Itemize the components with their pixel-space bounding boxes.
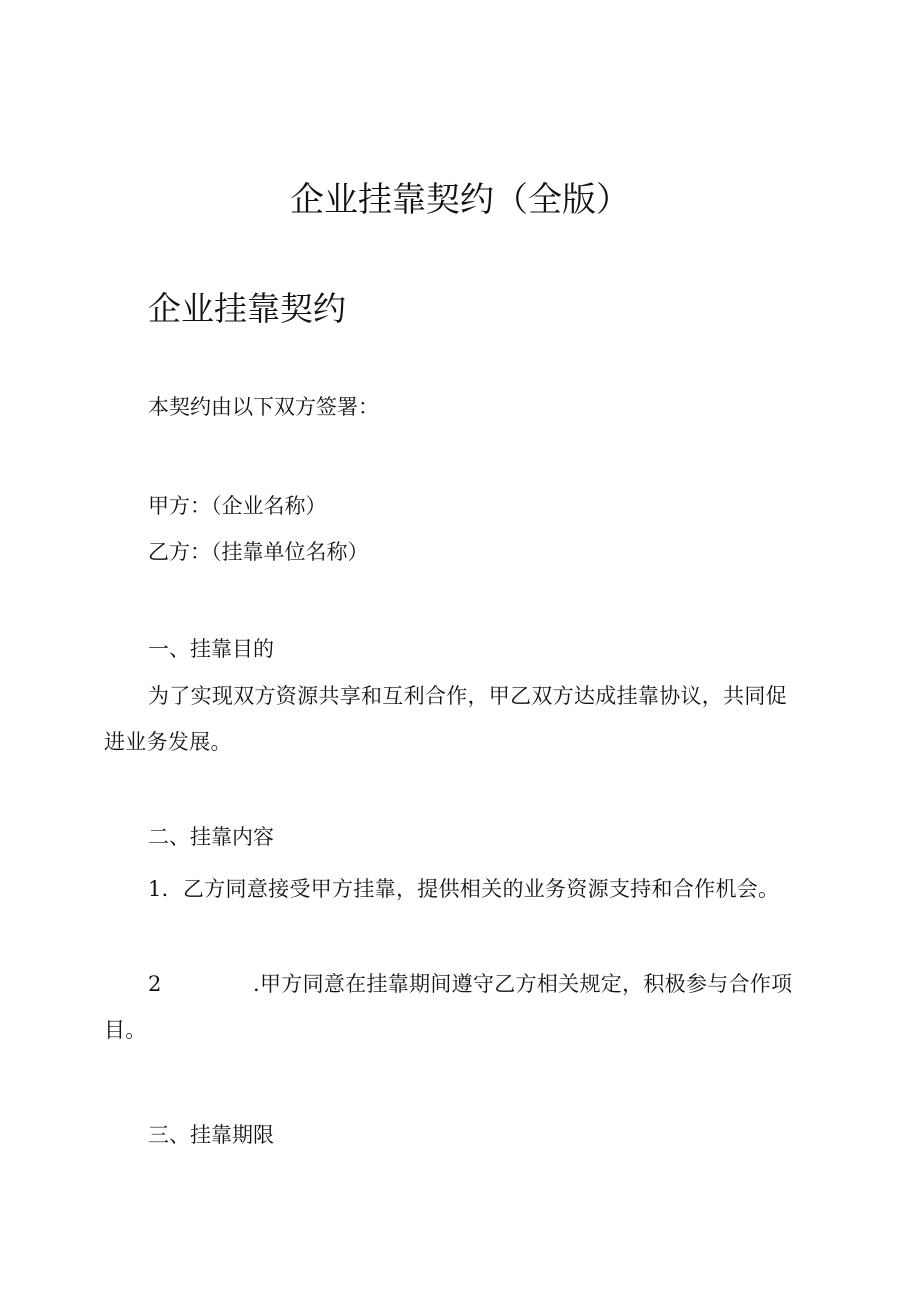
section-title-purpose: 一、挂靠目的 — [148, 637, 274, 661]
content-item-1: 1．乙方同意接受甲方挂靠，提供相关的业务资源支持和合作机会。 — [148, 877, 780, 901]
intro-text: 本契约由以下双方签署： — [148, 395, 379, 419]
party-a-line: 甲方：（企业名称） — [148, 494, 327, 518]
content-item-2-number: 2 — [148, 972, 162, 996]
section-paragraph-purpose: 为了实现双方资源共享和互利合作，甲乙双方达成挂靠协议，共同促进业务发展。 — [104, 684, 787, 754]
section-title-content: 二、挂靠内容 — [148, 825, 274, 849]
content-item-2 — [104, 961, 804, 1053]
document-title: 企业挂靠契约（全版） — [290, 180, 630, 220]
party-b-line: 乙方：（挂靠单位名称） — [148, 540, 369, 564]
contract-heading: 企业挂靠契约 — [148, 289, 346, 328]
section-title-term: 三、挂靠期限 — [148, 1123, 274, 1147]
content-item-2-text: .甲方同意在挂靠期间遵守乙方相关规定，积极参与合作项目。 — [104, 972, 793, 1042]
